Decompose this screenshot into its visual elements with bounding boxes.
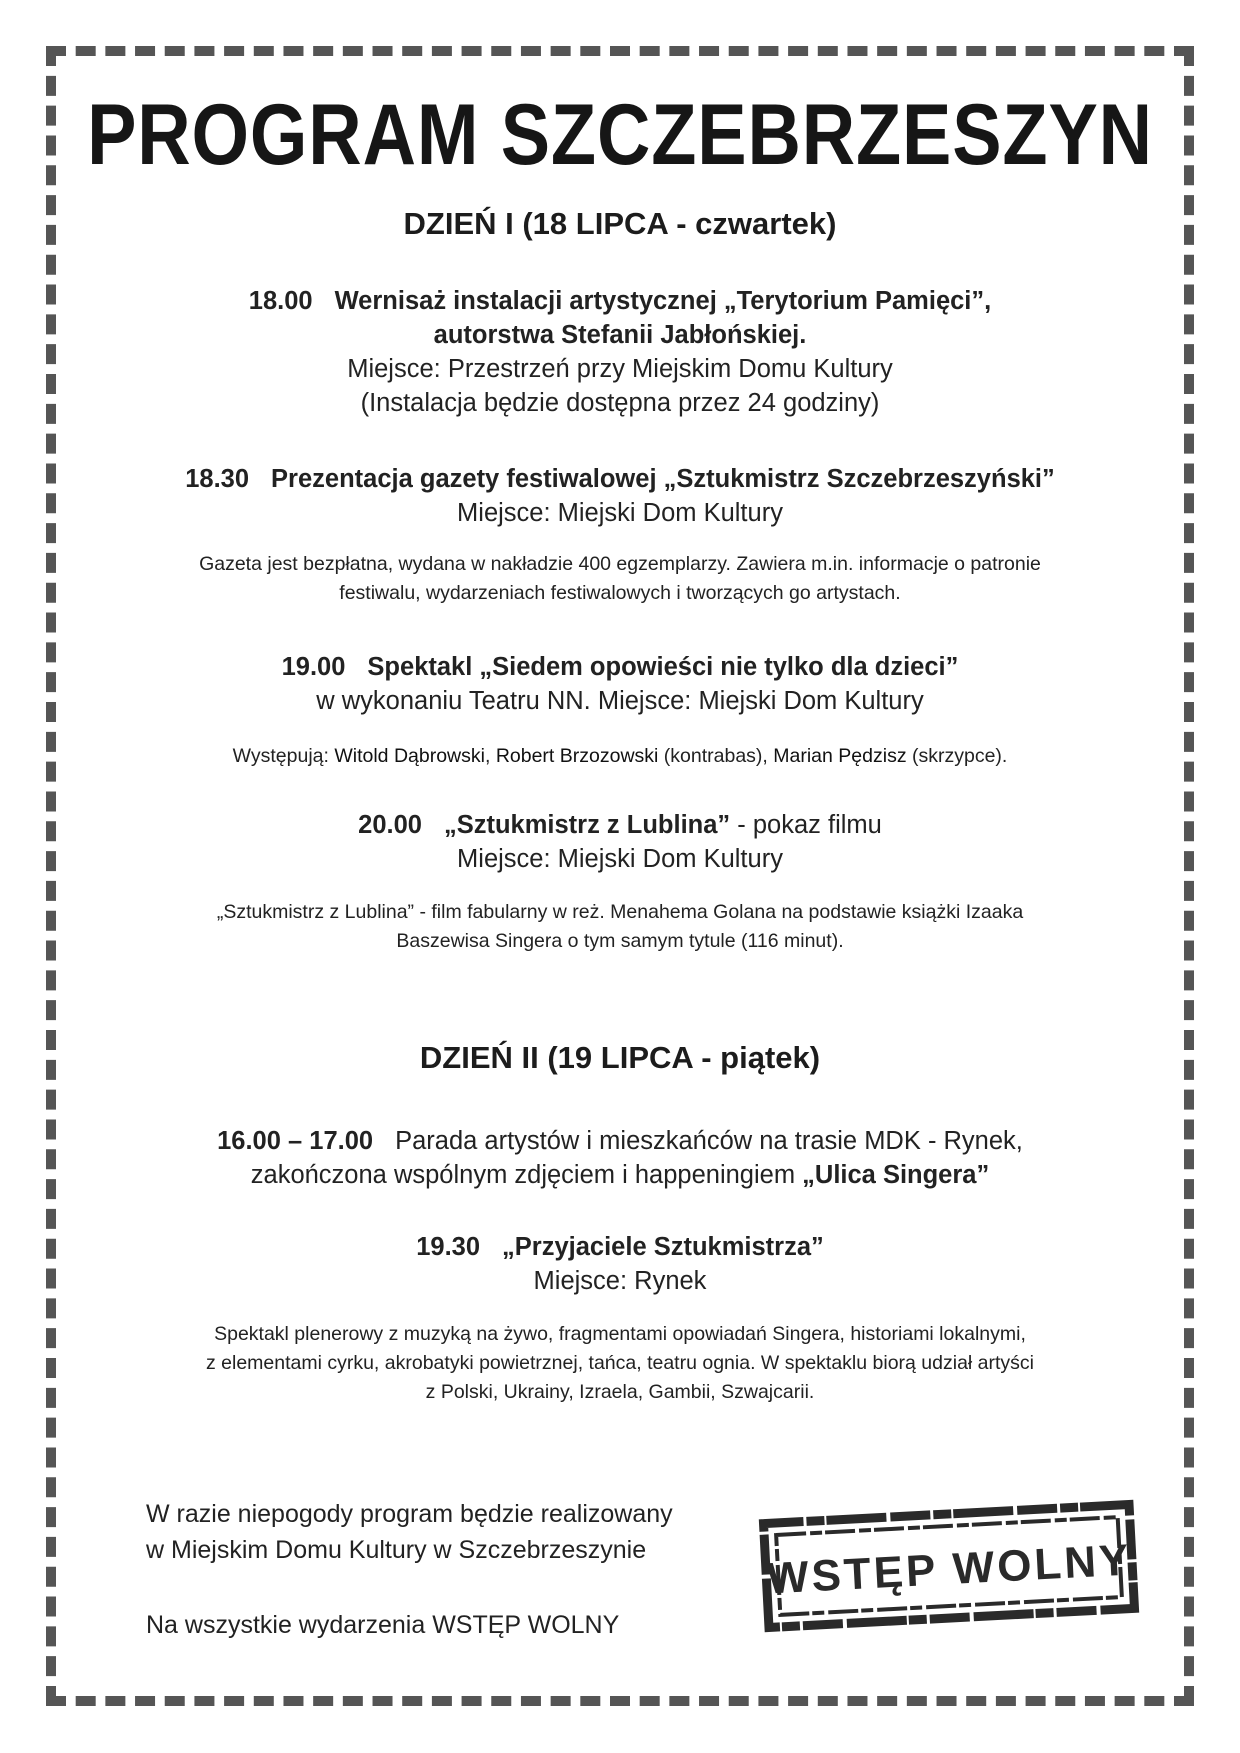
day1-event-3 — [120, 650, 1120, 771]
event-title: Wernisaż instalacji artystycznej „Terytorium Pamięci”, — [334, 287, 992, 315]
event-title: „Sztukmistrz z Lublina” — [443, 811, 731, 839]
event-note: (Instalacja będzie dostępna przez 24 godziny) — [360, 389, 880, 417]
cast-member: Marian Pędzisz — [773, 745, 907, 767]
event-place: Miejsce: Miejski Dom Kultury — [457, 845, 783, 873]
event-time: 20.00 — [358, 811, 422, 839]
event-time: 19.30 — [416, 1233, 481, 1261]
event-description-cont: z elementami cyrku, akrobatyki powietrznej, tańca, teatru ognia. W spektaklu biorą udział artyści — [205, 1352, 1035, 1374]
event-description-cont: Baszewisa Singera o tym samym tytule (116 minut). — [396, 930, 844, 952]
event-title: Prezentacja gazety festiwalowej „Sztukmistrz Szczebrzeszyński” — [271, 465, 1055, 493]
stamp-text: WSTĘP WOLNY — [765, 1535, 1133, 1604]
event-text: Parada artystów i mieszkańców na trasie MDK - Rynek, — [395, 1127, 1023, 1155]
cast-member: Witold Dąbrowski — [334, 745, 485, 767]
poster-title: PROGRAM SZCZEBRZESZYN — [87, 87, 1153, 183]
weather-note: W razie niepogody program będzie realizowany w Miejskim Domu Kultury w Szczebrzeszynie — [146, 1500, 673, 1564]
event-place: Miejsce: Rynek — [533, 1267, 707, 1295]
event-place: Miejsce: Miejski Dom Kultury — [457, 499, 783, 527]
event-time: 18.00 — [248, 287, 313, 315]
day2-event-2 — [120, 1230, 1120, 1407]
event-description: Spektakl plenerowy z muzyką na żywo, fragmentami opowiadań Singera, historiami lokalnymi, — [214, 1323, 1026, 1345]
event-description-cont: z Polski, Ukrainy, Izraela, Gambii, Szwajcarii. — [425, 1381, 815, 1403]
cast-member: Robert Brzozowski — [495, 745, 659, 767]
day2-heading: DZIEŃ II (19 LIPCA - piątek) — [419, 1040, 821, 1075]
event-title: „Przyjaciele Sztukmistrza” — [502, 1233, 824, 1261]
day2-event-1 — [120, 1124, 1120, 1192]
event-time: 18.30 — [185, 465, 250, 493]
free-entry-stamp — [757, 1498, 1141, 1634]
free-entry-note: Na wszystkie wydarzenia WSTĘP WOLNY — [146, 1611, 620, 1639]
event-title-cont: autorstwa Stefanii Jabłońskiej. — [433, 321, 807, 349]
day1-heading: DZIEŃ I (18 LIPCA - czwartek) — [403, 206, 837, 241]
event-description: „Sztukmistrz z Lublina” - film fabularny w reż. Menahema Golana na podstawie książki Izaaka — [216, 901, 1024, 923]
event-highlight: „Ulica Singera” — [802, 1161, 990, 1189]
event-description: Gazeta jest bezpłatna, wydana w nakładzie 400 egzemplarzy. Zawiera m.in. informacje o patronie — [199, 553, 1041, 575]
event-title-suffix: - pokaz filmu — [730, 811, 882, 839]
event-title: Spektakl „Siedem opowieści nie tylko dla dzieci” — [367, 653, 959, 681]
event-text-cont: zakończona wspólnym zdjęciem i happeningiem — [250, 1161, 803, 1189]
event-time: 16.00 – 17.00 — [217, 1127, 374, 1155]
event-description-cont: festiwalu, wydarzeniach festiwalowych i tworzących go artystach. — [339, 582, 901, 604]
event-time: 19.00 — [281, 653, 346, 681]
event-place: Miejsce: Przestrzeń przy Miejskim Domu Kultury — [347, 355, 893, 383]
day1-event-4 — [120, 808, 1120, 956]
event-place: w wykonaniu Teatru NN. Miejsce: Miejski Dom Kultury — [316, 687, 924, 715]
day1-event-2 — [120, 462, 1120, 608]
event-cast: Występują: Witold Dąbrowski, Robert Brzozowski (kontrabas), Marian Pędzisz (skrzypce). — [232, 745, 1008, 767]
day1-event-1 — [120, 284, 1120, 420]
